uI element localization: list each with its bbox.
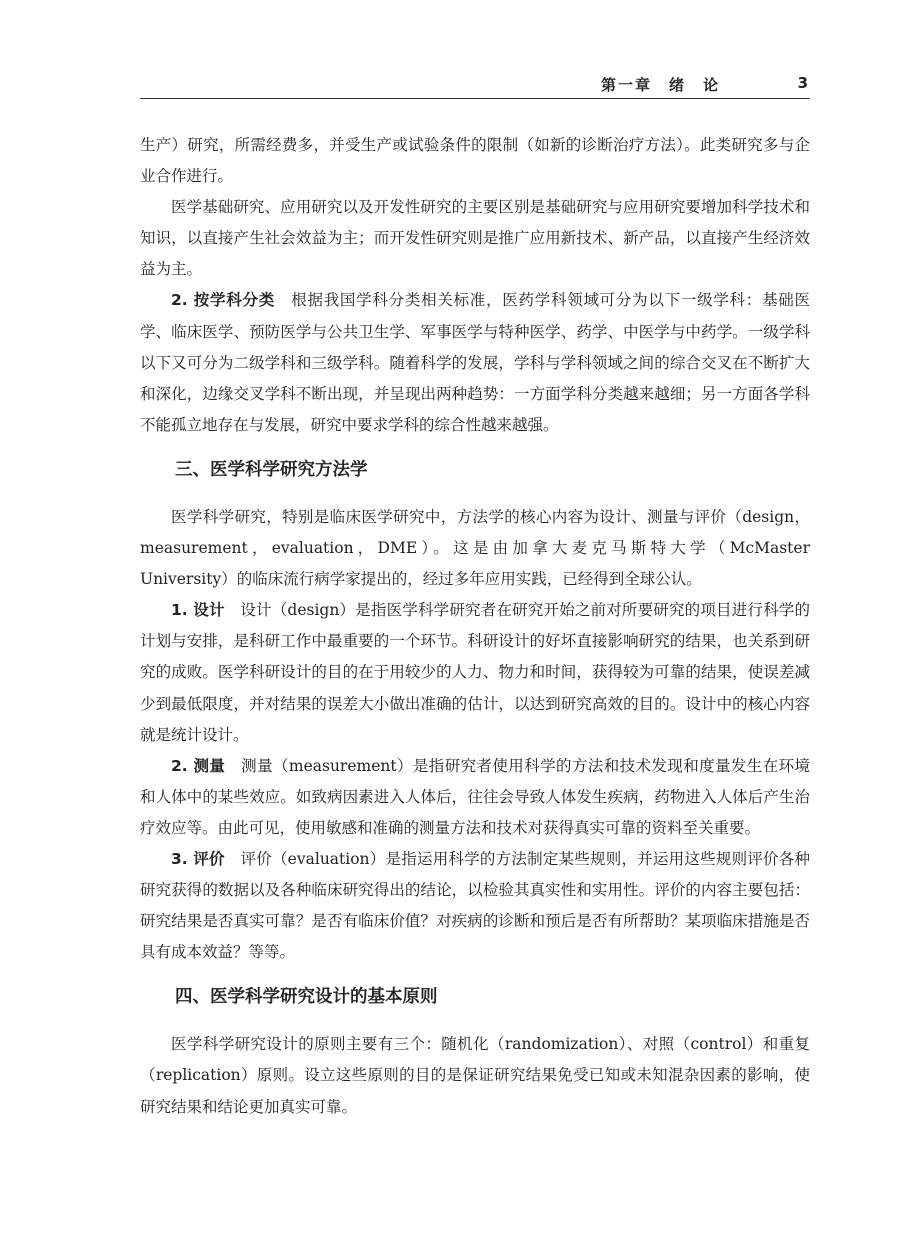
paragraph-text: 根据我国学科分类相关标准，医药学科领域可分为以下一级学科：基础医学、临床医学、预防医学与公共卫生学、军事医学与特种医学、药学、中医学与中药学。一级学科以下又可分为二级学科和三级学科。随着科学的发展，学科与学科领域之间的综合交叉在不断扩大和深化，边缘交叉学科不断出现，并呈现出两种趋势：一方面学科分类越来越细；另一方面各学科不能孤立地存在与发展，研究中要求学科的综合性越来越强。: [140, 291, 810, 434]
term-evaluation: 3. 评价: [171, 849, 225, 868]
paragraph-principles: 医学科学研究设计的原则主要有三个：随机化（randomization）、对照（control）和重复（replication）原则。设立这些原则的目的是保证研究结果免受已知或未知混杂因素的影响，使研究结果和结论更加真实可靠。: [140, 1035, 810, 1116]
term-measurement: 2. 测量: [171, 756, 226, 775]
paragraph-research-difference: 医学基础研究、应用研究以及开发性研究的主要区别是基础研究与应用研究要增加科学技术和知识，以直接产生社会效益为主；而开发性研究则是推广应用新技术、新产品，以直接产生经济效益为主。: [140, 198, 810, 279]
paragraph-discipline-classification: [140, 285, 810, 440]
term-classification: 2. 按学科分类: [171, 291, 275, 310]
paragraph-design: [140, 595, 810, 750]
paragraph-measurement: [140, 751, 810, 844]
term-design: 1. 设计: [171, 601, 225, 620]
paragraph-text: 评价（evaluation）是指运用科学的方法制定某些规则，并运用这些规则评价各种研究获得的数据以及各种临床研究得出的结论，以检验其真实性和实用性。评价的内容主要包括：研究结果是否真实可靠？是否有临床价值？对疾病的诊断和预后是否有所帮助？某项临床措施是否具有成本效益？等等。: [140, 849, 810, 962]
paragraph-continued: 生产）研究，所需经费多，并受生产或试验条件的限制（如新的诊断治疗方法）。此类研究多与企业合作进行。: [140, 136, 810, 186]
paragraph-text: 测量（measurement）是指研究者使用科学的方法和技术发现和度量发生在环境和人体中的某些效应。如致病因素进入人体后，往往会导致人体发生疾病，药物进入人体后产生治疗效应等。由此可见，使用敏感和准确的测量方法和技术对获得真实可靠的资料至关重要。: [140, 756, 810, 837]
chapter-title: 第一章 绪 论: [600, 76, 720, 94]
section-title-principles: 四、医学科学研究设计的基本原则: [175, 987, 438, 1008]
page-number: 3: [797, 74, 808, 92]
paragraph-dme: 医学科学研究，特别是临床医学研究中，方法学的核心内容为设计、测量与评价（design，measurement，evaluation，DME）。这是由加拿大麦克马斯特大学（McMaster University）的临床流行病学家提出的，经过多年应用实践，已经得到全球公认。: [140, 507, 810, 589]
running-header: [140, 70, 810, 99]
body-text: [140, 130, 810, 1123]
paragraph-text: 设计（design）是指医学科学研究者在研究开始之前对所要研究的项目进行科学的计划与安排，是科研工作中最重要的一个环节。科研设计的好坏直接影响研究的结果，也关系到研究的成败。医学科研设计的目的在于用较少的人力、物力和时间，获得较为可靠的结果，使误差减少到最低限度，并对结果的误差大小做出准确的估计，以达到研究高效的目的。设计中的核心内容就是统计设计。: [140, 601, 810, 744]
section-title-methodology: 三、医学科学研究方法学: [175, 459, 368, 480]
paragraph-evaluation: [140, 844, 810, 968]
